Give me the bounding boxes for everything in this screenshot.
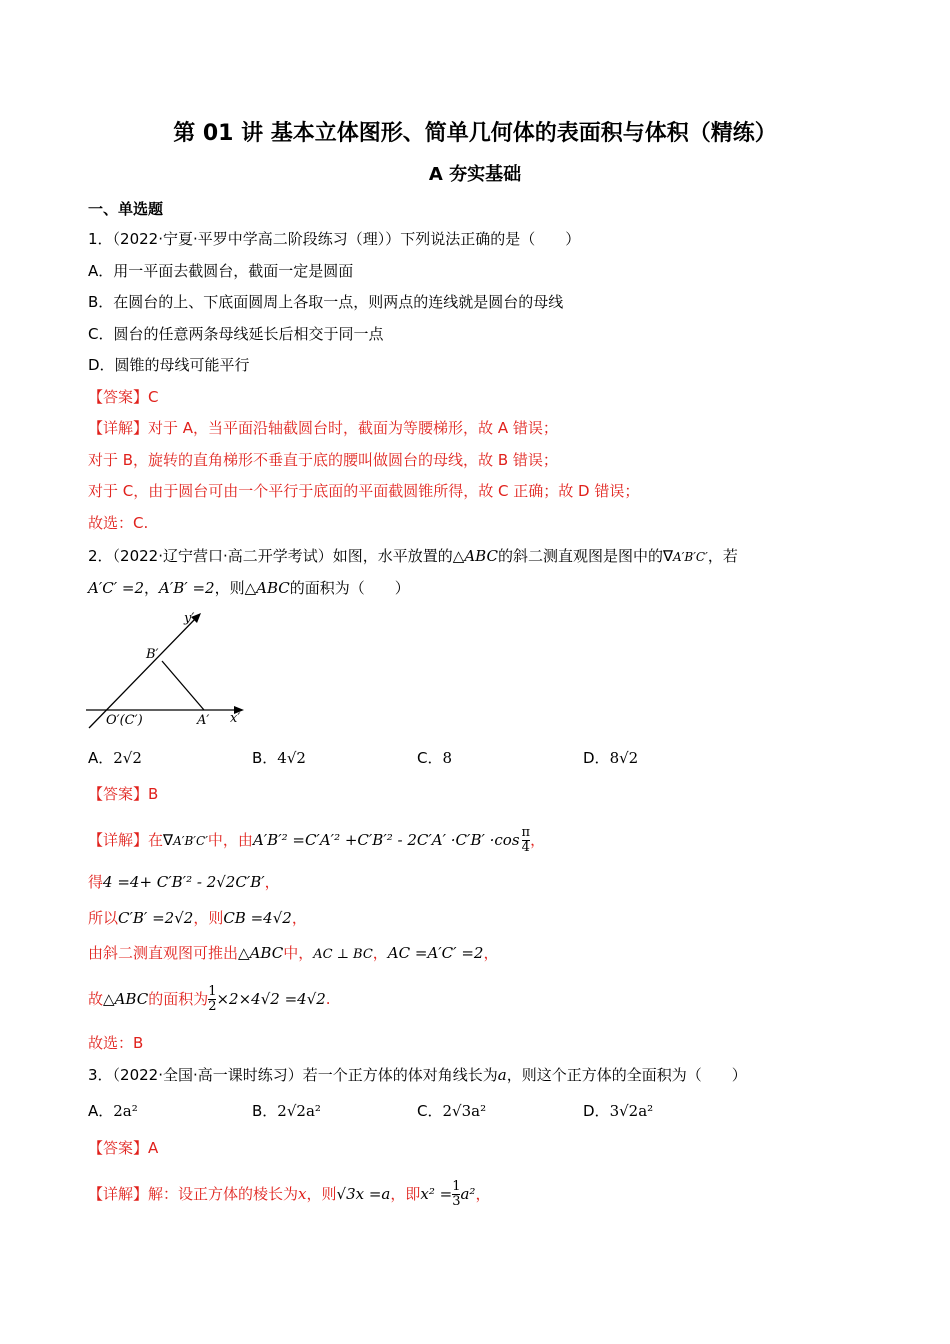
point-b-label: B′ xyxy=(146,647,159,662)
q3-detail xyxy=(88,1180,490,1209)
q2-cond-tail: 的面积为（ ） xyxy=(289,579,410,597)
math-equation: 4 =4+ C′B′² - 2√2C′B′ xyxy=(103,873,265,891)
point-a-label: A′ xyxy=(197,713,210,728)
q1-option-b: B．在圆台的上、下底面圆周上各取一点，则两点的连线就是圆台的母线 xyxy=(88,293,564,311)
q2-stem-abc: ABC xyxy=(464,547,498,565)
q2-figure xyxy=(84,604,254,734)
detail-label: 【详解】 xyxy=(88,831,149,849)
q2-option-b: B．4√2 xyxy=(252,749,306,767)
segment-ab xyxy=(162,661,204,710)
detail-text: 解：设正方体的棱长为 xyxy=(148,1185,299,1203)
math-perpendicular: AC ⊥ BC xyxy=(313,947,373,962)
math-a-squared: a² xyxy=(460,1185,476,1203)
math-abc: ABC xyxy=(114,990,149,1008)
fraction-one-third: $\frac{1}{3}$ xyxy=(452,1179,461,1209)
point-o-label: O′(C′) xyxy=(106,713,143,728)
x-axis-label: x′ xyxy=(230,711,241,726)
q1-option-c: C．圆台的任意两条母线延长后相交于同一点 xyxy=(88,325,384,343)
math-x: x xyxy=(298,1185,307,1203)
section-heading: 一、单选题 xyxy=(88,200,164,218)
q2-conditions xyxy=(88,577,410,598)
q2-option-a: A．2√2 xyxy=(88,749,142,767)
q2-option-c: C．8 xyxy=(417,749,453,767)
detail-label: 【详解】 xyxy=(88,419,149,437)
detail-text: 由斜二测直观图可推出 xyxy=(88,944,239,962)
q2-detail-4 xyxy=(88,942,498,963)
math-ac: AC =A′C′ =2 xyxy=(387,944,484,962)
y-axis xyxy=(89,618,196,728)
q2-cond-sep: ， xyxy=(144,579,160,597)
q2-stem-text-e: ，若 xyxy=(707,547,738,565)
q2-detail-2 xyxy=(88,871,280,892)
q3-stem-text: 3．（2022·全国·高一课时练习）若一个正方体的体对角线长为 xyxy=(88,1066,498,1084)
math-x-squared: x² = xyxy=(420,1185,453,1203)
detail-text: 对于 A，当平面沿轴截圆台时，截面为等腰梯形，故 A 错误； xyxy=(148,419,558,437)
q3-option-d: D．3√2a² xyxy=(583,1102,654,1120)
triangle-symbol: △ xyxy=(103,990,115,1008)
q1-detail-4: 故选：C. xyxy=(88,514,149,532)
q2-conclusion: 故选：B xyxy=(88,1034,144,1052)
detail-text: . xyxy=(325,990,331,1008)
triangle-symbol: △ xyxy=(238,944,250,962)
q2-answer: 【答案】B xyxy=(88,785,159,803)
q2-cond-ab: A′B′ =2 xyxy=(159,579,215,597)
math-abc-prime: A′B′C′ xyxy=(173,834,208,848)
q1-option-d: D．圆锥的母线可能平行 xyxy=(88,356,250,374)
q1-detail-2: 对于 B，旋转的直角梯形不垂直于底的腰叫做圆台的母线，故 B 错误； xyxy=(88,451,558,469)
triangle-symbol: ∇ xyxy=(163,831,174,849)
q3-option-b: B．2√2a² xyxy=(252,1102,321,1120)
math-law-of-cosines: A′B′² =C′A′² +C′B′² - 2C′A′ ·C′B′ ·cos xyxy=(252,831,520,849)
fraction-pi-over-4: $\frac{\pi}{4}$ xyxy=(521,825,531,855)
q2-cond-text: ，则 xyxy=(214,579,245,597)
math-area: ×2×4√2 =4√2 xyxy=(216,990,326,1008)
y-axis-label: y′ xyxy=(184,611,195,626)
q3-stem-text: ，则这个正方体的全面积为（ ） xyxy=(506,1066,747,1084)
q3-option-a: A．2a² xyxy=(88,1102,138,1120)
q2-option-d: D．8√2 xyxy=(583,749,639,767)
detail-text: ， xyxy=(483,944,499,962)
detail-text: 在 xyxy=(148,831,164,849)
q2-stem-text-a: 2．（2022·辽宁营口·高二开学考试）如图，水平放置的 xyxy=(88,547,453,565)
detail-label: 【详解】 xyxy=(88,1185,149,1203)
q2-cond-abc: ABC xyxy=(256,579,290,597)
math-abc: ABC xyxy=(249,944,284,962)
fraction-one-half: $\frac{1}{2}$ xyxy=(208,984,217,1014)
q2-stem-abc-prime: A′B′C′ xyxy=(673,550,708,564)
q2-detail-1 xyxy=(88,826,545,855)
detail-text: 中， xyxy=(283,944,314,962)
math-diagonal: √3x =a xyxy=(336,1185,391,1203)
q1-answer: 【答案】C xyxy=(88,388,159,406)
math-a: a xyxy=(497,1066,507,1084)
q1-detail-1 xyxy=(88,417,558,438)
triangle-symbol: △ xyxy=(452,547,465,565)
detail-text: ， xyxy=(475,1185,491,1203)
q2-detail-3 xyxy=(88,907,307,928)
detail-text: 的面积为 xyxy=(148,990,209,1008)
detail-text: ，则 xyxy=(306,1185,337,1203)
q2-detail-5 xyxy=(88,985,331,1014)
detail-text: ，即 xyxy=(390,1185,421,1203)
triangle-symbol: ∇ xyxy=(662,547,673,565)
q1-stem: 1．（2022·宁夏·平罗中学高二阶段练习（理））下列说法正确的是（ ） xyxy=(88,230,581,248)
q3-stem xyxy=(88,1064,747,1085)
triangle-symbol: △ xyxy=(244,579,257,597)
q2-stem xyxy=(88,545,738,566)
q2-stem-text-c: 的斜二测直观图是图中的 xyxy=(497,547,663,565)
q1-detail-3: 对于 C，由于圆台可由一个平行于底面的平面截圆锥所得，故 C 正确；故 D 错误； xyxy=(88,482,640,500)
detail-text: 故 xyxy=(88,990,104,1008)
q1-option-a: A．用一平面去截圆台，截面一定是圆面 xyxy=(88,262,354,280)
q2-cond-ac: A′C′ =2 xyxy=(88,579,145,597)
detail-text: ， xyxy=(264,873,280,891)
detail-text: 中，由 xyxy=(207,831,253,849)
page-subtitle: A 夯实基础 xyxy=(428,164,522,185)
detail-text: ， xyxy=(291,909,307,927)
math-cb-prime: C′B′ =2√2 xyxy=(118,909,194,927)
q3-option-c: C．2√3a² xyxy=(417,1102,487,1120)
detail-text: ，则 xyxy=(193,909,224,927)
detail-text: ， xyxy=(530,831,546,849)
detail-text: 所以 xyxy=(88,909,119,927)
detail-text: 得 xyxy=(88,873,104,891)
math-cb: CB =4√2 xyxy=(223,909,292,927)
q3-answer: 【答案】A xyxy=(88,1139,159,1157)
page-title: 第 01 讲 基本立体图形、简单几何体的表面积与体积（精练） xyxy=(173,121,777,146)
detail-text: ， xyxy=(372,944,388,962)
